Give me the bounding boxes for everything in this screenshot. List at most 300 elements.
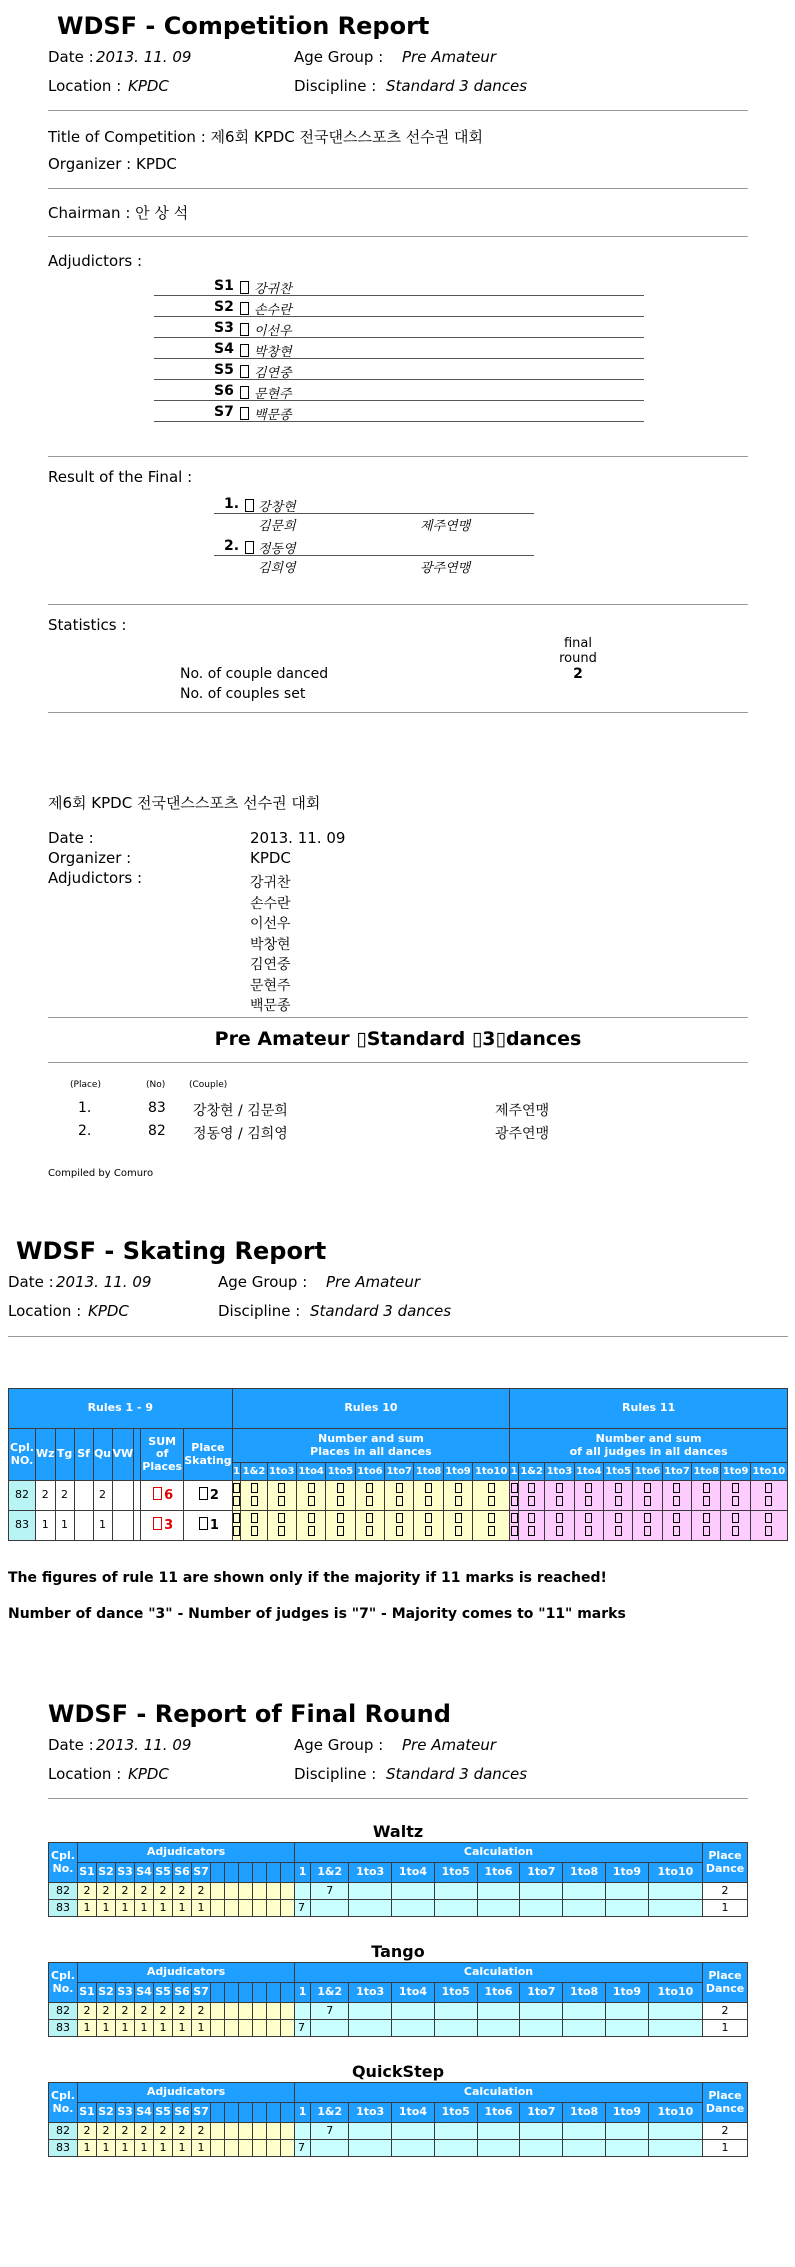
placeholder-box-icon — [233, 1513, 240, 1523]
calc-cell — [477, 2020, 520, 2037]
divider — [8, 1336, 788, 1337]
summary-couple-names: 강창현 / 김문희 — [193, 1103, 288, 1119]
judge-mark: 2 — [135, 2003, 154, 2020]
judge-header: S3 — [116, 2103, 135, 2123]
result-couple-name-1: 정동영 — [258, 542, 296, 557]
judge-mark: 1 — [173, 2020, 192, 2037]
skating-age-label: Age Group : — [218, 1273, 308, 1291]
rule-11-cell — [721, 1481, 750, 1511]
placeholder-box-icon — [366, 1483, 373, 1493]
calc-col-header: 1to7 — [520, 1983, 563, 2003]
judge-header: S1 — [78, 1863, 97, 1883]
calc-cell — [520, 2140, 563, 2157]
result-couple-name-2: 김문희 — [258, 519, 296, 534]
calc-col-header: 1to6 — [477, 2103, 520, 2123]
calc-col-header: 1to8 — [563, 1863, 606, 1883]
calc-cell — [392, 2020, 435, 2037]
calc-cell — [520, 2003, 563, 2020]
judge-mark: 2 — [78, 1883, 97, 1900]
final-round-header: final round — [559, 636, 597, 666]
age-group-value: Pre Amateur — [402, 48, 497, 66]
calc-col-header: 1to5 — [434, 1983, 477, 2003]
cpl-header — [49, 1843, 78, 1883]
places-col-header: 1to4 — [296, 1463, 325, 1481]
rule-10-cell — [443, 1511, 472, 1541]
rule-11-cell — [750, 1481, 787, 1511]
calc-cell — [477, 2003, 520, 2020]
placeholder-box-icon — [455, 1483, 462, 1493]
placeholder-box-icon — [455, 1496, 462, 1506]
calc-cell — [648, 2020, 702, 2037]
placeholder-box-icon — [337, 1526, 344, 1536]
rule-11-cell — [750, 1511, 787, 1541]
judge-mark: 1 — [154, 2020, 173, 2037]
calc-col-header: 1to6 — [477, 1863, 520, 1883]
placeholder-box-icon — [396, 1483, 403, 1493]
empty-mark — [267, 2003, 281, 2020]
placeholder-box-icon — [703, 1496, 710, 1506]
summary-club: 제주연맹 — [495, 1103, 550, 1119]
empty-judge-header — [225, 2103, 239, 2123]
placeholder-box-icon — [396, 1513, 403, 1523]
judge-header: S3 — [116, 1983, 135, 2003]
calc-cell — [606, 1883, 649, 1900]
placeholder-box-icon — [240, 302, 249, 315]
calc-cell — [477, 1900, 520, 1917]
judge-mark: 1 — [97, 2020, 116, 2037]
places-col-header: 1to5 — [603, 1463, 632, 1481]
summary-date-value: 2013. 11. 09 — [250, 829, 346, 847]
cpl-header — [49, 1963, 78, 2003]
rule-11-cell — [545, 1511, 574, 1541]
empty-judge-header — [225, 1983, 239, 2003]
placeholder-box-icon — [511, 1483, 518, 1493]
judge-mark: 2 — [116, 2123, 135, 2140]
placeholder-box-icon — [278, 1513, 285, 1523]
judge-mark: 2 — [173, 2123, 192, 2140]
empty-judge-header — [281, 1983, 295, 2003]
summary-organizer-label: Organizer : — [48, 849, 132, 867]
rule-11-cell — [633, 1481, 662, 1511]
calc-cell — [349, 1900, 392, 1917]
rule-10-cell — [232, 1481, 241, 1511]
placeholder-box-icon — [153, 1487, 162, 1500]
calc-cell — [434, 1883, 477, 1900]
rule-10-cell — [267, 1481, 296, 1511]
calc-col-header: 1 — [295, 1863, 311, 1883]
judge-header: S5 — [154, 1863, 173, 1883]
placeholder-box-icon — [585, 1526, 592, 1536]
couple-number: 82 — [49, 2003, 78, 2020]
placeholder-box-icon — [337, 1513, 344, 1523]
judge-header: S1 — [78, 2103, 97, 2123]
place-value: 1 — [209, 1518, 219, 1534]
empty-mark — [267, 1900, 281, 1917]
place-dance-line1: Place — [708, 1969, 742, 1983]
empty-judge-header — [239, 1863, 253, 1883]
competition-report-title: WDSF - Competition Report — [57, 12, 430, 40]
calc-1 — [295, 2123, 311, 2140]
compiled-by: Compiled by Comuro — [48, 1168, 154, 1179]
final-discipline-value: Standard 3 dances — [386, 1765, 528, 1783]
empty-mark — [267, 1883, 281, 1900]
adjudicators-label: Adjudictors : — [48, 252, 142, 270]
placeholder-box-icon — [511, 1513, 518, 1523]
calc-cell — [434, 2020, 477, 2037]
placeholder-box-icon — [488, 1496, 495, 1506]
judge-header: S1 — [78, 1983, 97, 2003]
rule-11-cell — [519, 1511, 545, 1541]
judge-mark: 2 — [192, 2003, 211, 2020]
judge-header: S5 — [154, 2103, 173, 2123]
placeholder-box-icon — [199, 1487, 208, 1500]
calc-cell — [606, 2003, 649, 2020]
rule-11-cell — [519, 1481, 545, 1511]
place-dance: 2 — [703, 2123, 748, 2140]
summary-couple-no: 83 — [148, 1100, 166, 1116]
result-place: 2. — [224, 538, 240, 554]
calc-cell — [563, 1883, 606, 1900]
places-col-header: 1to8 — [692, 1463, 721, 1481]
calc-cell — [563, 2140, 606, 2157]
cpl-header-line1: Cpl. — [51, 2089, 75, 2103]
calc-cell — [349, 1883, 392, 1900]
calc-col-header: 1&2 — [311, 2103, 349, 2123]
dance-place — [74, 1481, 93, 1511]
summary-adjudicator-name: 김연중 — [250, 957, 291, 973]
empty-judge-header — [253, 1983, 267, 2003]
calc-cell — [477, 1883, 520, 1900]
summary-adjudicator-name: 이선우 — [250, 916, 291, 932]
placeholder-box-icon — [366, 1496, 373, 1506]
judge-mark: 1 — [116, 1900, 135, 1917]
qu-header: Qu — [93, 1429, 112, 1481]
dance-place: 1 — [93, 1511, 112, 1541]
dance-place: 1 — [55, 1511, 74, 1541]
result-club: 제주연맹 — [420, 519, 471, 534]
judge-mark: 2 — [173, 2003, 192, 2020]
rules-10-header: Rules 10 — [232, 1389, 510, 1429]
calc-cell — [349, 2123, 392, 2140]
placeholder-box-icon — [765, 1496, 772, 1506]
summary-adjudicator-name: 백문종 — [250, 998, 291, 1014]
empty-mark — [281, 2003, 295, 2020]
calc-col-header: 1to8 — [563, 2103, 606, 2123]
placeholder-box-icon — [765, 1513, 772, 1523]
placeholder-box-icon — [673, 1483, 680, 1493]
place-skating — [184, 1511, 232, 1541]
skating-table — [8, 1388, 788, 1541]
empty-mark — [239, 1883, 253, 1900]
placeholder-box-icon — [644, 1513, 651, 1523]
rule-11-cell — [510, 1511, 519, 1541]
rule-10-cell — [241, 1511, 267, 1541]
chairman-line: Chairman : 안 상 석 — [48, 204, 189, 222]
empty-mark — [281, 2020, 295, 2037]
empty-mark — [253, 2123, 267, 2140]
dance-row — [49, 1900, 748, 1917]
placeholder-box-icon — [615, 1513, 622, 1523]
cpl-header-line1: Cpl. — [51, 1969, 75, 1983]
dance-table — [48, 2082, 748, 2157]
calc-col-header: 1to6 — [477, 1983, 520, 2003]
places-col-header: 1 — [510, 1463, 519, 1481]
judge-mark: 2 — [78, 2123, 97, 2140]
calc-cell — [392, 2123, 435, 2140]
divider — [48, 604, 748, 605]
place-dance-header — [703, 1843, 748, 1883]
places-col-header: 1to7 — [662, 1463, 691, 1481]
adjudicator-code: S6 — [214, 383, 234, 399]
places-col-header: 1to3 — [545, 1463, 574, 1481]
placeholder-box-icon — [703, 1526, 710, 1536]
calc-1and2: 7 — [311, 2003, 349, 2020]
places-col-header: 1to9 — [721, 1463, 750, 1481]
empty-mark — [211, 2123, 225, 2140]
final-date-value: 2013. 11. 09 — [96, 1736, 192, 1754]
placeholder-box-icon — [245, 499, 254, 512]
final-age-value: Pre Amateur — [402, 1736, 497, 1754]
rule-10-cell — [473, 1481, 510, 1511]
col-place-header: (Place) — [70, 1080, 101, 1090]
empty-mark — [225, 2123, 239, 2140]
skating-age-value: Pre Amateur — [326, 1273, 421, 1291]
final-date-label: Date : — [48, 1736, 94, 1754]
rule-11-cell — [633, 1511, 662, 1541]
placeholder-box-icon — [240, 407, 249, 420]
placeholder-box-icon — [245, 541, 254, 554]
age-group-label: Age Group : — [294, 48, 384, 66]
divider — [48, 456, 748, 457]
judge-header: S6 — [173, 2103, 192, 2123]
adjudicator-name: 백문종 — [254, 408, 292, 423]
empty-mark — [253, 2003, 267, 2020]
places-col-header: 1 — [232, 1463, 241, 1481]
skating-row — [9, 1511, 788, 1541]
judge-mark: 1 — [78, 2020, 97, 2037]
places-col-header: 1to10 — [750, 1463, 787, 1481]
placeholder-box-icon — [308, 1483, 315, 1493]
placeholder-box-icon — [585, 1513, 592, 1523]
final-discipline-label: Discipline : — [294, 1765, 377, 1783]
rule-11-cell — [574, 1511, 603, 1541]
rule-11-cell — [721, 1511, 750, 1541]
judge-header: S4 — [135, 2103, 154, 2123]
final-location-value: KPDC — [128, 1765, 169, 1783]
empty-judge-header — [211, 1863, 225, 1883]
empty-judge-header — [267, 2103, 281, 2123]
couple-number: 82 — [49, 1883, 78, 1900]
rule-11-cell — [603, 1481, 632, 1511]
placeholder-box-icon — [396, 1496, 403, 1506]
placeholder-box-icon — [425, 1496, 432, 1506]
empty-mark — [239, 2003, 253, 2020]
wz-header: Wz — [36, 1429, 56, 1481]
rule-11-cell — [545, 1481, 574, 1511]
placeholder-box-icon — [488, 1513, 495, 1523]
calc-1 — [295, 2003, 311, 2020]
placeholder-box-icon — [528, 1483, 535, 1493]
judge-mark: 1 — [192, 2140, 211, 2157]
placeholder-box-icon — [615, 1496, 622, 1506]
calc-1: 7 — [295, 2020, 311, 2037]
summary-couple-names: 정동영 / 김희영 — [193, 1126, 288, 1142]
adjudicator-code: S7 — [214, 404, 234, 420]
judge-header: S6 — [173, 1983, 192, 2003]
statistics-label: Statistics : — [48, 616, 127, 634]
placeholder-box-icon — [732, 1526, 739, 1536]
cpl-header-line2: No. — [52, 1981, 74, 1995]
empty-judge-header — [211, 2103, 225, 2123]
placeholder-box-icon — [278, 1496, 285, 1506]
judge-mark: 2 — [116, 2003, 135, 2020]
placeholder-box-icon — [556, 1496, 563, 1506]
placeholder-box-icon — [488, 1526, 495, 1536]
cpl-header — [49, 2083, 78, 2123]
judge-mark: 1 — [192, 2020, 211, 2037]
placeholder-box-icon — [615, 1483, 622, 1493]
date-label: Date : — [48, 48, 94, 66]
couple-number: 83 — [9, 1511, 36, 1541]
underline — [214, 555, 534, 556]
place-dance-line1: Place — [708, 2089, 742, 2103]
empty-judge-header — [281, 1863, 295, 1883]
empty-mark — [211, 1883, 225, 1900]
chairman-value: 안 상 석 — [135, 204, 189, 222]
calc-col-header: 1to3 — [349, 1983, 392, 2003]
location-label: Location : — [48, 77, 122, 95]
calc-1and2: 7 — [311, 1883, 349, 1900]
empty-mark — [239, 1900, 253, 1917]
calc-col-header: 1to5 — [434, 1863, 477, 1883]
empty-mark — [225, 1883, 239, 1900]
judge-mark: 1 — [154, 1900, 173, 1917]
result-couple-name-1: 강창현 — [258, 500, 296, 515]
judge-mark: 1 — [135, 2020, 154, 2037]
couple-number: 83 — [49, 2020, 78, 2037]
cpl-header-line2: No. — [52, 2101, 74, 2115]
placeholder-box-icon — [278, 1526, 285, 1536]
placeholder-box-icon — [528, 1526, 535, 1536]
placeholder-box-icon — [732, 1496, 739, 1506]
placeholder-box-icon — [615, 1526, 622, 1536]
judge-mark: 2 — [97, 2123, 116, 2140]
placeholder-box-icon — [455, 1513, 462, 1523]
adjudicator-code: S4 — [214, 341, 234, 357]
summary-competition-title: 제6회 KPDC 전국댄스스포츠 선수권 대회 — [48, 794, 321, 812]
couple-number: 83 — [49, 2140, 78, 2157]
judge-mark: 1 — [135, 2140, 154, 2157]
placeholder-box-icon — [153, 1517, 162, 1530]
place-dance: 1 — [703, 2020, 748, 2037]
underline — [154, 316, 644, 317]
calc-cell — [477, 2140, 520, 2157]
places-col-header: 1to6 — [355, 1463, 384, 1481]
rule-10-cell — [385, 1511, 414, 1541]
placeholder-box-icon — [673, 1513, 680, 1523]
judge-mark: 2 — [135, 2123, 154, 2140]
judge-mark: 1 — [97, 1900, 116, 1917]
dance-place — [112, 1481, 134, 1511]
couples-danced-label: No. of couple danced — [180, 666, 329, 682]
place-dance-line1: Place — [708, 1849, 742, 1863]
adjudicator-code: S5 — [214, 362, 234, 378]
summary-date-label: Date : — [48, 829, 94, 847]
empty-mark — [281, 1883, 295, 1900]
empty-mark — [225, 2020, 239, 2037]
placeholder-box-icon — [528, 1496, 535, 1506]
skating-location-label: Location : — [8, 1302, 82, 1320]
judge-mark: 2 — [173, 1883, 192, 1900]
underline — [154, 337, 644, 338]
final-round-title: WDSF - Report of Final Round — [48, 1700, 451, 1728]
empty-mark — [281, 1900, 295, 1917]
dance-place — [112, 1511, 134, 1541]
placeholder-box-icon — [425, 1483, 432, 1493]
empty-mark — [211, 2003, 225, 2020]
dance-name: Tango — [371, 1942, 425, 1961]
summary-place: 1. — [78, 1100, 92, 1116]
rule-10-cell — [414, 1511, 443, 1541]
empty-mark — [267, 2123, 281, 2140]
judge-header: S7 — [192, 1863, 211, 1883]
final-location-label: Location : — [48, 1765, 122, 1783]
discipline-label: Discipline : — [294, 77, 377, 95]
rule-10-cell — [241, 1481, 267, 1511]
placeholder-box-icon — [233, 1526, 240, 1536]
places-col-header: 1to6 — [633, 1463, 662, 1481]
calc-cell — [434, 2123, 477, 2140]
dance-place: 1 — [36, 1511, 56, 1541]
rule-11-note: The figures of rule 11 are shown only if the majority if 11 marks is reached! — [8, 1570, 607, 1586]
calc-1and2 — [311, 1900, 349, 1917]
calc-col-header: 1&2 — [311, 1863, 349, 1883]
location-value: KPDC — [128, 77, 169, 95]
rule-10-cell — [296, 1511, 325, 1541]
empty-mark — [225, 2140, 239, 2157]
empty-mark — [253, 1900, 267, 1917]
empty-mark — [211, 1900, 225, 1917]
placeholder-box-icon — [308, 1526, 315, 1536]
placeholder-box-icon — [366, 1513, 373, 1523]
underline — [154, 358, 644, 359]
adjudicator-name: 강귀찬 — [254, 282, 292, 297]
calc-cell — [477, 2123, 520, 2140]
placeholder-box-icon — [251, 1496, 258, 1506]
dance-row — [49, 2003, 748, 2020]
underline — [154, 400, 644, 401]
placeholder-box-icon — [556, 1513, 563, 1523]
summary-place: 2. — [78, 1123, 92, 1139]
skating-discipline-value: Standard 3 dances — [310, 1302, 452, 1320]
place-dance-header — [703, 2083, 748, 2123]
judge-mark: 1 — [116, 2020, 135, 2037]
placeholder-box-icon — [732, 1513, 739, 1523]
divider — [48, 188, 748, 189]
sum-of-places — [141, 1481, 184, 1511]
placeholder-box-icon — [278, 1483, 285, 1493]
placeholder-box-icon — [251, 1483, 258, 1493]
adjudicator-name: 박창현 — [254, 345, 292, 360]
empty-judge-header — [281, 2103, 295, 2123]
placeholder-box-icon — [233, 1483, 240, 1493]
summary-club: 광주연맹 — [495, 1126, 550, 1142]
result-club: 광주연맹 — [420, 561, 471, 576]
placeholder-box-icon — [644, 1483, 651, 1493]
calc-cell — [434, 2140, 477, 2157]
judge-header: S7 — [192, 1983, 211, 2003]
competition-title-value: 제6회 KPDC 전국댄스스포츠 선수권 대회 — [210, 128, 483, 146]
